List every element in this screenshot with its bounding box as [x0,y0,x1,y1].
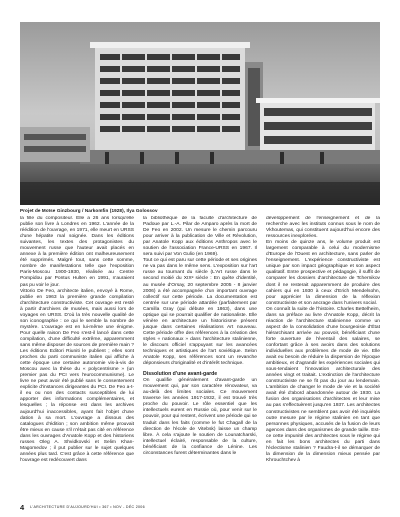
paragraph: Tout ce qui est paru sur cette période et ses origines ne va pas dans le même sens. L'exposition sur l'art russe au tournant du siècle (L'Art russe dans le second moitié du XIXᵉ siècle : En quête d'identité, au musée d'Orsay, 20 septembre 2005 - 8 janvier 2006) a été accompagnée d'un important ouvrage collectif sur cette période. La documentation est centrée sur une période attardée (parfaitement par Camilla Gray (qui débute en 1863), dans une optique qui se pourrait qualifier de nationaliste. Elle vénère en architecture un historicisme présent jusque dans certaines réalisations Art nouveau. Cette période offre des références à la création des styles « nationaux » dans l'architecture stalinienne, le discours officiel s'appuyant sur les avancées techniques et artistiques de l'art soviétique. Selon Anatole Kopp, ses références sont un revanche déponsieurs d'originalité et d'intérêt technique. [143,258,257,367]
article-body [20,216,380,500]
photo-caption: Projet de Moïse Ginzbourg / Narkomfin (1928), Ilya Golossov [20,208,158,213]
page-footer [20,502,380,512]
paragraph: En moins de quinze ans, le volume produit est largement comparable à celui du modernisme d'Europe de l'Ouest en architecture, sans parler de l'enseignement. L'expérience constructiviste est unique par son impact géographique et son aspect qualitatif. Entre prospective et pédagogie, il suffit de comparer les dossiers d'architecture de Tchernikov dont il ne resterait apparemment de produire des cahiers qui en 1930 à ceux d'Erich Mendelsohn, pour apprécier la dimension de la réflexion constructiviste et son ancrage dans l'univers social. [266,240,380,306]
section-heading: Dissolution d'une avant-garde [143,371,218,378]
paragraph: développement de l'enseignement et de la recherche avec les instituts connus sous le nom de Vkhoutemas, qui constituent aujourd'hui encore des ressources inexplorées. [266,216,380,240]
building-photo [20,22,380,205]
page-number: 4 [20,502,25,512]
publication-info: L'ARCHITECTURE D'AUJOURD'HUI • 367 • NOV - DÉC 2006 [30,505,145,509]
building-illustration [20,22,380,205]
paragraph: On connaît la suite de l'histoire. Charles Bettelheim, dans sa préface au livre d'Anatole Kopp, décrit la réaction de l'architecture stalinienne comme un aspect de la consolidation d'une bourgeoisie d'État hiérarchisant arrivée au pouvoir, bénéficiant d'une forte ouverture de l'éventail des salaires, se confortant grâce à ses avoirs dans des solutions individuelles aux problèmes de mode de vie. Elle avait eu besoin de réduire la dispersion de l'époque ambitieux, et d'agrandir les expériences sociales qui sous-tendaient l'innovation architecturale des années vingt et traitait. L'extinction de l'architecture constructiviste ne se fit pas du jour au lendemain. L'ambition de changer le mode de vie et la société avait été d'abord abandonnée autour de 1930. La fusion des organisations d'architectes et leur mise au pas s'effectuèrent jusqu'en 1937. Les architectes constructivistes ne semblent pas avoir été inquiétés outre mesure par le régime stalinien en tant que personnes physiques, accusés de la fusion de leurs agences dans des organismes de grande taille. Est-ce cette impunité des architectes sous le régime qui en fait les bons architectes du parti dans l'éclectisme stalinien ? Faudra-t-il se démarquer de la dimension de la dimension mieux pensée par Khrouchtchev à [266,306,380,463]
column-2 [143,216,257,500]
paragraph: la fille du compositeur. Elle a 26 ans lorsqu'elle publie son livre à Londres en 1962. L'année de la réédition de l'ouvrage, en 1971, elle meurt en URSS d'une hépatite mal soignée. Dans les éditions suivantes, les textes des protagonistes du mouvement russe que l'auteur avait placés en annexe à la première édition ont malheureusement été supprimés. Malgré tout, sans cette somme, nombre de manifestations telle que l'exposition Paris-Moscou 1900-1930, réalisée au Centre Pompidou par Pontus Hulten en 1991, n'auraient pas pu voir le jour. [20,216,134,288]
paragraph: la bibliothèque de la faculté d'architecture de Padoue par L.-A. Pilar de Amparo après la mort de De Feo en 2002. Un mesure le chemin parcouru pour arriver à la publication de Ville et Révolution, par Anatole Kopp aux éditions Anthropos avec le soutien de l'association France-URSS en 1967. Il sera suivi par Von Gulio (en 1969). [143,216,257,258]
column-3 [266,216,380,500]
paragraph: On qualifie généralement d'avant-garde un mouvement qui, par son caractère rénovateur, va au-delà des limites sociales. Ce mouvement traverse les années 1917-1932, il est trouvé très proche du pouvoir. Le rôle essentiel que les intellectuels eurent en Russie où, pour venir sur le pouvoir, pour qui restent, écrivent une période qui se traduit dans les faits (comme le fut Chagall de la direction de l'école de Vitebsk) laisse un champ libre. À cela s'ajoute le soutien de Lounatcharski, intellectuel éclairé, responsable de la culture, bénéficiant de la confiance de Lénine. Les circonstances furent déterminantes dans le [143,378,257,456]
column-1 [20,216,134,500]
paragraph: Vittorio De Feo, architecte italien, envoyé à Rome, publie en 1963 la première grande compilation d'architecture constructiviste. Cet ouvrage est resté à partir d'archives de musées, mais aussi lors de voyages en URSS. D'où la très nouvelle qualité de son iconographie : ce qui le semble la nombre de mystère. L'ouvrage est en lui-même une énigme. Pour quelle raison De Feo s'est-il lancé dans cette compilation, d'une difficulté extrême, apparemment sans même disposer de sources de première main ? Les éditions Editori Riuniti le publient ; elles sont proches du parti communiste italien qui affiche à cette époque une certaine autonomie vis-à-vis de Moscou avec la thèse du « polycentrisme » (un premier pas du PCI vers l'eurocommunisme). Le livre ne peut avoir été publié sans le consentement explicite d'instances dirigeantes du PCI. De Feo a-t-il eu ou non des contacts susceptibles de lui apporter des informations complémentaires, et lesquelles ; la réponse est dans les archives aujourd'hui inaccessibles, ayant fait l'objet d'une dation à sa mort. L'ouvrage a dissous des catalogues d'édition ; son ambition même prouvait être mieux en cause s'il n'était pas cité en référence dans les ouvrages d'Anatole Kopp et des historiens russes Oleg A. Shvidkovski et Selim Khan-Magomedov ; il put publier sur le sujet quelques années plus tard. C'est grâce à cette référence que l'ouvrage est redécouvert dans [20,288,134,463]
